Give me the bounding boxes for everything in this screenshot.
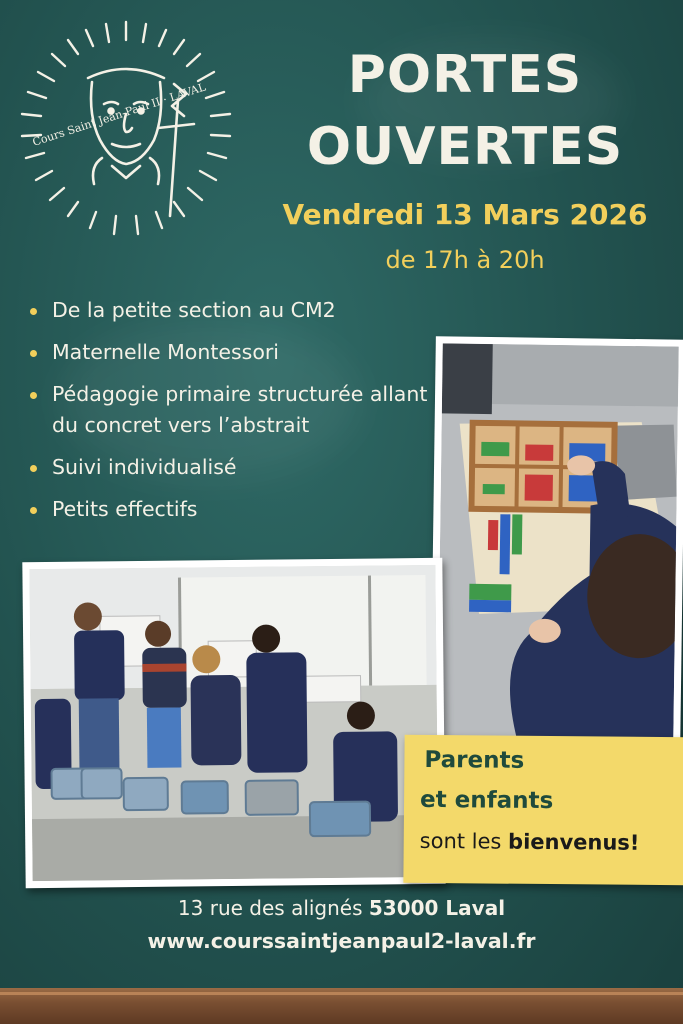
school-logo [8,16,244,252]
note-line-3-bold: bienvenus! [508,829,640,855]
note-line-3-text: sont les [419,828,509,854]
photo-montessori [430,336,683,749]
note-line-1: Parents [424,746,525,774]
list-item: Suivi individualisé [28,452,428,483]
title-line-1: PORTES [347,45,583,105]
welcome-note [403,735,683,885]
logo-text: Cours Saint Jean-Paul II · LAVAL [30,80,208,149]
list-item: Pédagogie primaire structurée allant du concret vers l’abstrait [28,379,428,441]
note-line-3 [420,829,640,855]
list-item: Maternelle Montessori [28,337,428,368]
title-line-2: OUVERTES [306,117,624,177]
ledge-highlight [0,992,683,995]
list-item: De la petite section au CM2 [28,295,428,326]
address [0,896,683,920]
address-city: 53000 Laval [368,896,506,920]
list-item: Petits effectifs [28,494,428,525]
features-list [28,295,428,536]
event-date: Vendredi 13 Mars 2026 [282,198,648,231]
photo-classroom [22,558,445,888]
note-line-2: et enfants [419,786,554,815]
address-street: 13 rue des alignés [177,896,369,920]
event-time: de 17h à 20h [385,246,545,274]
website-link[interactable]: www.courssaintjeanpaul2-laval.fr [147,929,536,953]
